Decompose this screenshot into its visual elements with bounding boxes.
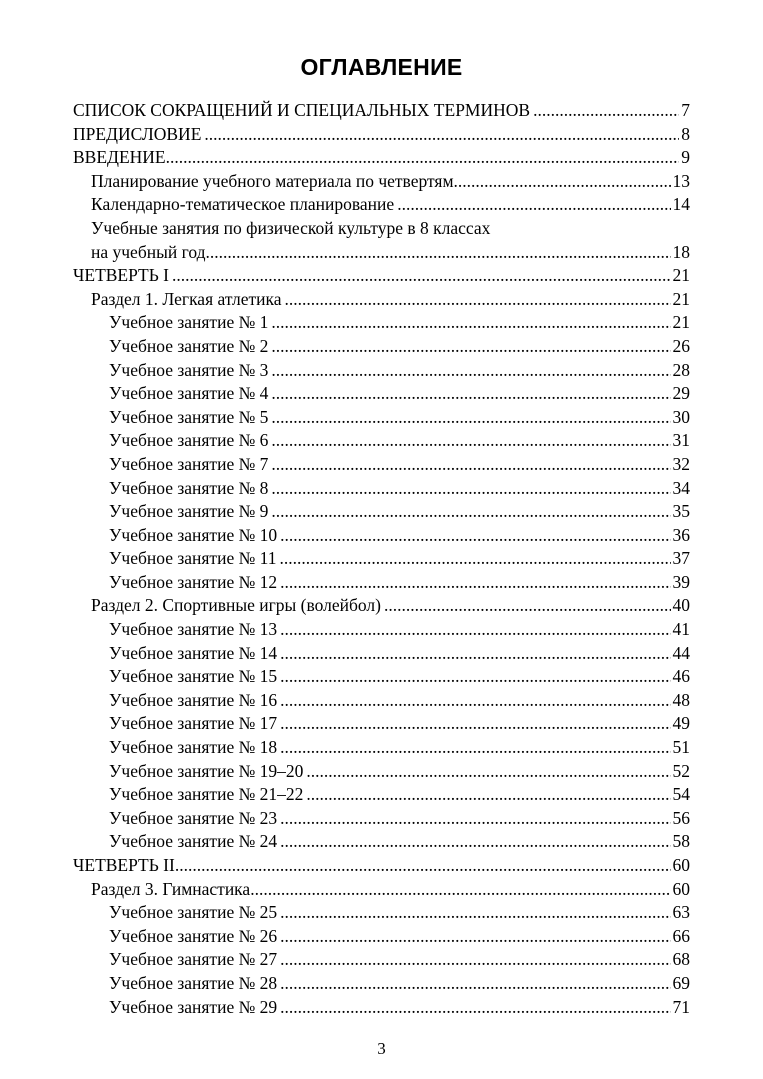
- toc-entry-page: 60: [672, 878, 690, 899]
- dot-leader: [280, 972, 670, 996]
- dot-leader: [280, 736, 670, 760]
- toc-entry-page: 18: [672, 241, 690, 262]
- dot-leader: [280, 925, 670, 949]
- toc-entry-page: 26: [672, 335, 690, 356]
- dot-leader: [280, 547, 671, 571]
- table-of-contents: [73, 99, 690, 1019]
- toc-entry: [73, 500, 690, 524]
- toc-entry-page: 14: [672, 194, 690, 215]
- toc-entry: [73, 878, 690, 902]
- toc-entry: [73, 406, 690, 430]
- toc-entry-label: Раздел 1. Легкая атлетика: [91, 288, 282, 309]
- toc-entry-label: Учебное занятие № 2: [109, 335, 269, 356]
- toc-entry: [73, 217, 690, 241]
- toc-entry-page: 58: [672, 831, 690, 852]
- toc-entry-page: 9: [681, 147, 690, 168]
- toc-entry-label: Учебное занятие № 8: [109, 477, 269, 498]
- toc-entry-label: Учебное занятие № 7: [109, 453, 269, 474]
- toc-entry-page: 41: [672, 619, 690, 640]
- toc-entry-page: 54: [672, 784, 690, 805]
- toc-entry: [73, 547, 690, 571]
- toc-entry: [73, 453, 690, 477]
- toc-entry-label: Учебное занятие № 18: [109, 737, 278, 758]
- toc-entry-label: Учебное занятие № 16: [109, 689, 278, 710]
- toc-entry-page: 60: [672, 855, 690, 875]
- toc-entry: [73, 123, 690, 147]
- toc-entry: [73, 760, 690, 784]
- toc-entry-label: Учебное занятие № 9: [109, 501, 269, 522]
- dot-leader: [271, 429, 670, 453]
- toc-entry-page: 30: [672, 406, 690, 427]
- toc-entry-label: Учебное занятие № 12: [109, 571, 278, 592]
- toc-entry-label: Учебное занятие № 29: [109, 996, 278, 1017]
- toc-entry: [73, 996, 690, 1020]
- toc-entry-page: 7: [681, 100, 690, 120]
- toc-entry-label: Учебное занятие № 5: [109, 406, 269, 427]
- toc-entry-label: ВВЕДЕНИЕ: [73, 147, 166, 168]
- toc-entry-page: 13: [672, 170, 690, 191]
- toc-entry-page: 21: [672, 312, 690, 333]
- toc-entry-label: Учебное занятие № 10: [109, 524, 278, 545]
- toc-entry-label: Раздел 3. Гимнастика: [91, 878, 251, 899]
- toc-entry-label: Учебное занятие № 17: [109, 713, 278, 734]
- toc-entry-page: 51: [672, 737, 690, 758]
- toc-entry-label: Учебное занятие № 25: [109, 902, 278, 923]
- toc-entry: [73, 972, 690, 996]
- dot-leader: [306, 760, 670, 784]
- toc-entry: [73, 311, 690, 335]
- toc-entry-label: ЧЕТВЕРТЬ II: [73, 855, 175, 875]
- toc-entry: [73, 288, 690, 312]
- dot-leader: [280, 996, 670, 1020]
- toc-entry-page: 29: [672, 383, 690, 404]
- toc-entry: [73, 736, 690, 760]
- toc-entry: [73, 193, 690, 217]
- dot-leader: [271, 406, 670, 430]
- toc-entry-label: Учебное занятие № 4: [109, 383, 269, 404]
- toc-entry-page: 46: [672, 666, 690, 687]
- page-title: ОГЛАВЛЕНИЕ: [300, 54, 463, 80]
- toc-entry-label: Учебное занятие № 1: [109, 312, 269, 333]
- dot-leader: [271, 359, 670, 383]
- dot-leader: [271, 311, 670, 335]
- toc-entry-label: Раздел 2. Спортивные игры (волейбол): [91, 595, 381, 616]
- toc-entry-label: Планирование учебного материала по четвертям: [91, 170, 454, 191]
- toc-entry: [73, 807, 690, 831]
- dot-leader: [206, 241, 671, 265]
- toc-entry: [73, 477, 690, 501]
- toc-entry-label: Учебное занятие № 11: [109, 548, 277, 569]
- toc-entry-label: Учебное занятие № 6: [109, 430, 269, 451]
- toc-entry-page: 31: [672, 430, 690, 451]
- dot-leader: [172, 264, 670, 288]
- toc-entry-page: 35: [672, 501, 690, 522]
- toc-entry-label: Учебное занятие № 24: [109, 831, 278, 852]
- toc-entry: [73, 382, 690, 406]
- toc-entry: [73, 571, 690, 595]
- toc-entry-page: 48: [672, 689, 690, 710]
- dot-leader: [204, 123, 679, 147]
- toc-entry: [73, 241, 690, 265]
- dot-leader: [166, 146, 680, 170]
- toc-entry: [73, 429, 690, 453]
- toc-entry: [73, 594, 690, 618]
- toc-entry-page: 32: [672, 453, 690, 474]
- toc-entry: [73, 830, 690, 854]
- toc-entry-label: Учебное занятие № 3: [109, 359, 269, 380]
- toc-entry: [73, 783, 690, 807]
- toc-entry-page: 49: [672, 713, 690, 734]
- toc-entry-page: 68: [672, 949, 690, 970]
- toc-entry-label: Учебные занятия по физической культуре в 8 классах: [91, 217, 491, 238]
- toc-entry: [73, 712, 690, 736]
- dot-leader: [271, 335, 670, 359]
- toc-entry-page: 28: [672, 359, 690, 380]
- dot-leader: [280, 665, 670, 689]
- dot-leader: [280, 948, 670, 972]
- dot-leader: [280, 712, 670, 736]
- toc-entry-page: 36: [672, 524, 690, 545]
- toc-entry-label: Календарно-тематическое планирование: [91, 194, 395, 215]
- toc-entry-page: 52: [672, 760, 690, 781]
- toc-entry: [73, 689, 690, 713]
- toc-entry: [73, 524, 690, 548]
- toc-entry-label: ПРЕДИСЛОВИЕ: [73, 123, 202, 144]
- toc-entry-label: Учебное занятие № 14: [109, 642, 278, 663]
- toc-entry: [73, 264, 690, 288]
- toc-entry: [73, 618, 690, 642]
- dot-leader: [175, 854, 671, 878]
- toc-entry-page: 21: [672, 288, 690, 309]
- toc-entry-page: 69: [672, 972, 690, 993]
- toc-entry: [73, 948, 690, 972]
- toc-entry-label: Учебное занятие № 13: [109, 619, 278, 640]
- dot-leader: [271, 477, 670, 501]
- toc-entry-label: Учебное занятие № 15: [109, 666, 278, 687]
- toc-entry-label: Учебное занятие № 26: [109, 925, 278, 946]
- page-number: 3: [377, 1039, 386, 1058]
- dot-leader: [280, 524, 670, 548]
- dot-leader: [285, 288, 671, 312]
- toc-entry-label: на учебный год: [91, 241, 206, 262]
- toc-entry-page: 44: [672, 642, 690, 663]
- toc-entry-label: Учебное занятие № 27: [109, 949, 278, 970]
- toc-entry-page: 63: [672, 902, 690, 923]
- toc-entry-label: Учебное занятие № 28: [109, 972, 278, 993]
- dot-leader: [306, 783, 670, 807]
- toc-entry-page: 40: [672, 595, 690, 616]
- toc-entry-page: 66: [672, 925, 690, 946]
- toc-entry: [73, 335, 690, 359]
- dot-leader: [280, 689, 670, 713]
- toc-entry-page: 39: [672, 571, 690, 592]
- dot-leader: [454, 170, 671, 194]
- toc-entry-page: 34: [672, 477, 690, 498]
- dot-leader: [280, 830, 670, 854]
- toc-entry: [73, 642, 690, 666]
- dot-leader: [280, 571, 670, 595]
- toc-entry: [73, 170, 690, 194]
- toc-entry: [73, 359, 690, 383]
- dot-leader: [271, 500, 670, 524]
- dot-leader: [533, 99, 679, 123]
- dot-leader: [280, 901, 670, 925]
- toc-entry-page: 56: [672, 807, 690, 828]
- toc-entry-label: Учебное занятие № 19–20: [109, 760, 304, 781]
- dot-leader: [280, 807, 670, 831]
- toc-entry-label: ЧЕТВЕРТЬ I: [73, 265, 170, 286]
- toc-entry-page: 37: [672, 548, 690, 569]
- toc-entry-page: 8: [681, 123, 690, 144]
- dot-leader: [384, 594, 671, 618]
- toc-entry: [73, 901, 690, 925]
- dot-leader: [271, 453, 670, 477]
- toc-entry: [73, 99, 690, 123]
- dot-leader: [271, 382, 670, 406]
- dot-leader: [280, 642, 670, 666]
- toc-entry-label: Учебное занятие № 23: [109, 807, 278, 828]
- toc-entry-label: Учебное занятие № 21–22: [109, 784, 304, 805]
- toc-entry-label: СПИСОК СОКРАЩЕНИЙ И СПЕЦИАЛЬНЫХ ТЕРМИНОВ: [73, 100, 531, 120]
- dot-leader: [397, 193, 670, 217]
- toc-entry: [73, 146, 690, 170]
- dot-leader: [280, 618, 670, 642]
- toc-entry: [73, 854, 690, 878]
- toc-entry-page: 21: [672, 265, 690, 286]
- toc-entry: [73, 665, 690, 689]
- toc-entry: [73, 925, 690, 949]
- toc-entry-page: 71: [672, 996, 690, 1017]
- dot-leader: [250, 878, 670, 902]
